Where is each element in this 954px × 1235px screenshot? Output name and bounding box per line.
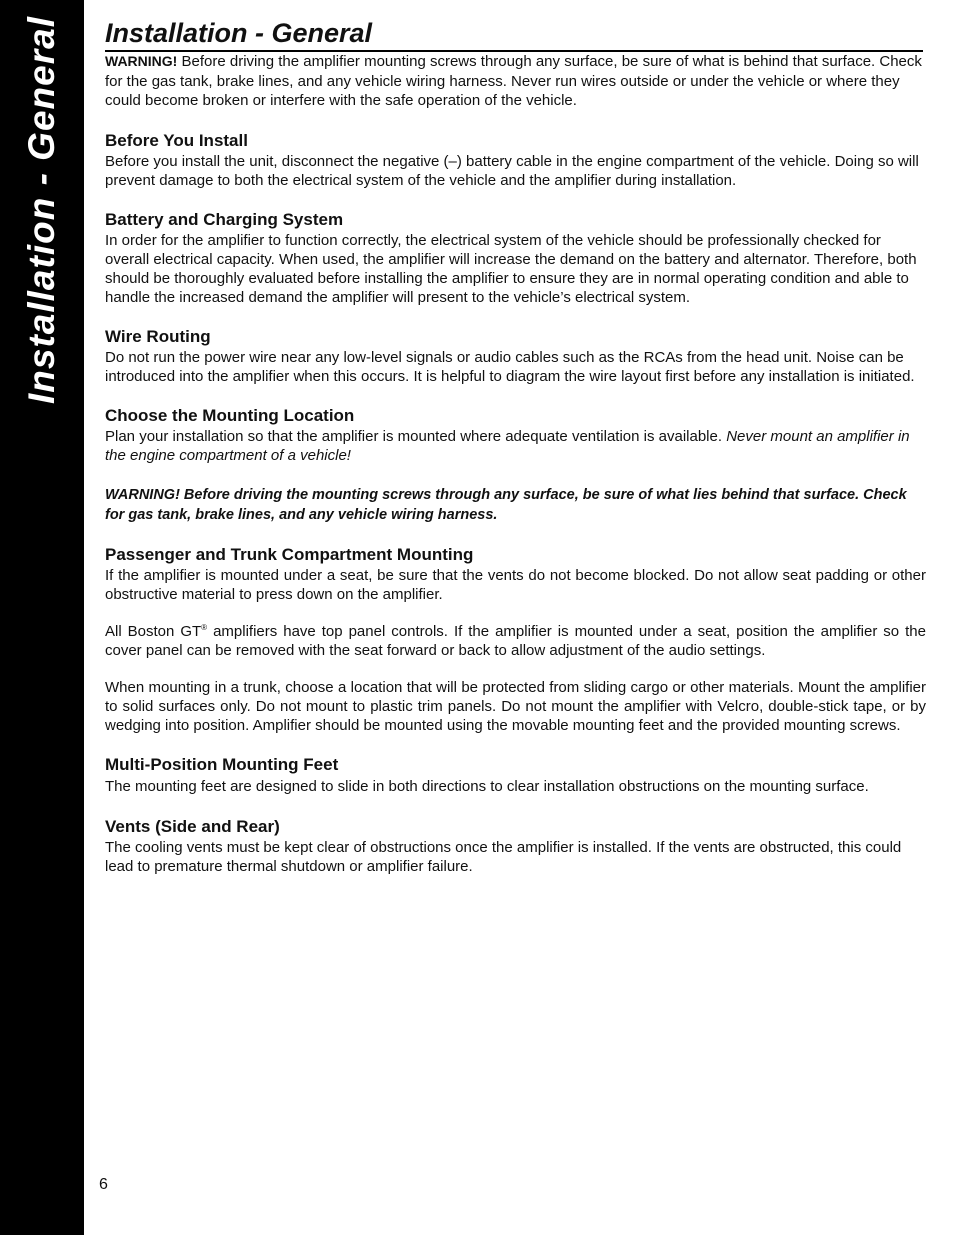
page-number: 6 — [99, 1176, 108, 1193]
registered-mark: ® — [201, 622, 208, 632]
warning-label: WARNING! — [105, 53, 178, 69]
heading-mounting-location: Choose the Mounting Location — [105, 405, 355, 425]
warning-intro-text: Before driving the amplifier mounting screws through any surface, be sure of what is behind that surface. Check for the gas tank, brake lines, and any vehicle wiring harness. Never run wires outside or under the vehicle or where they could become broken or interfere with the safe operation of the vehicle. — [105, 53, 922, 109]
mounting-location-text — [105, 427, 926, 465]
vents-text: The cooling vents must be kept clear of obstructions once the amplifier is installed. If the vents are obstructed, this could lead to premature thermal shutdown or amplifier failure. — [105, 838, 902, 875]
side-tab-title: Installation - General — [21, 16, 62, 404]
side-tab-bar — [0, 0, 84, 1235]
passenger-trunk-para2 — [105, 622, 926, 660]
heading-battery: Battery and Charging System — [105, 209, 344, 229]
heading-wire-routing: Wire Routing — [105, 326, 211, 346]
warning-intro — [105, 52, 926, 111]
page-content — [105, 18, 926, 876]
mounting-warning: WARNING! Before driving the mounting screws through any surface, be sure of what lies behind that surface. Check for gas tank, brake lines, and any vehicle wiring harness. — [105, 486, 907, 523]
heading-passenger-trunk: Passenger and Trunk Compartment Mounting — [105, 544, 474, 564]
mounting-feet-text: The mounting feet are designed to slide in both directions to clear installation obstructions on the mounting surface. — [105, 777, 869, 795]
heading-before-install: Before You Install — [105, 130, 248, 150]
mounting-location-italic: Never mount an amplifier in the engine compartment of a vehicle! — [105, 427, 910, 464]
battery-text: In order for the amplifier to function correctly, the electrical system of the vehicle should be professionally checked for overall electrical capacity. When used, the amplifier will increase the demand on the battery and alternator. Therefore, both should be thoroughly evaluated before installing the amplifier to ensure they are in normal operating condition and able to handle the increased demand the amplifier will present to the vehicle’s electrical system. — [105, 231, 917, 306]
passenger-trunk-para3: When mounting in a trunk, choose a location that will be protected from sliding cargo or other materials. Mount the amplifier to solid surfaces only. Do not mount to plastic trim panels. Do not mount the amplifier with Velcro, double-stick tape, or by wedging into position. Amplifier should be mounted using the movable mounting feet and the provided mounting screws. — [105, 678, 926, 734]
mounting-location-plain: Plan your installation so that the amplifier is mounted where adequate ventilation is available. — [105, 427, 723, 445]
heading-mounting-feet: Multi-Position Mounting Feet — [105, 754, 339, 774]
page-title: Installation - General — [105, 18, 923, 52]
before-install-text: Before you install the unit, disconnect the negative (–) battery cable in the engine compartment of the vehicle. Doing so will prevent damage to both the electrical system of the vehicle and the amplifier during installation. — [105, 152, 919, 189]
heading-vents: Vents (Side and Rear) — [105, 816, 280, 836]
para2-end: amplifiers have top panel controls. If the amplifier is mounted under a seat, position the amplifier so the cover panel can be removed with the seat forward or back to allow adjustment of the audio settings. — [105, 622, 926, 659]
passenger-trunk-para1: If the amplifier is mounted under a seat, be sure that the vents do not become blocked. Do not allow seat padding or other obstructive material to press down on the amplifier. — [105, 566, 926, 603]
wire-routing-text: Do not run the power wire near any low-level signals or audio cables such as the RCAs from the head unit. Noise can be introduced into the amplifier when this occurs. It is helpful to diagram the wire layout first before any installation is initiated. — [105, 348, 915, 385]
para2-start: All Boston GT — [105, 622, 202, 640]
